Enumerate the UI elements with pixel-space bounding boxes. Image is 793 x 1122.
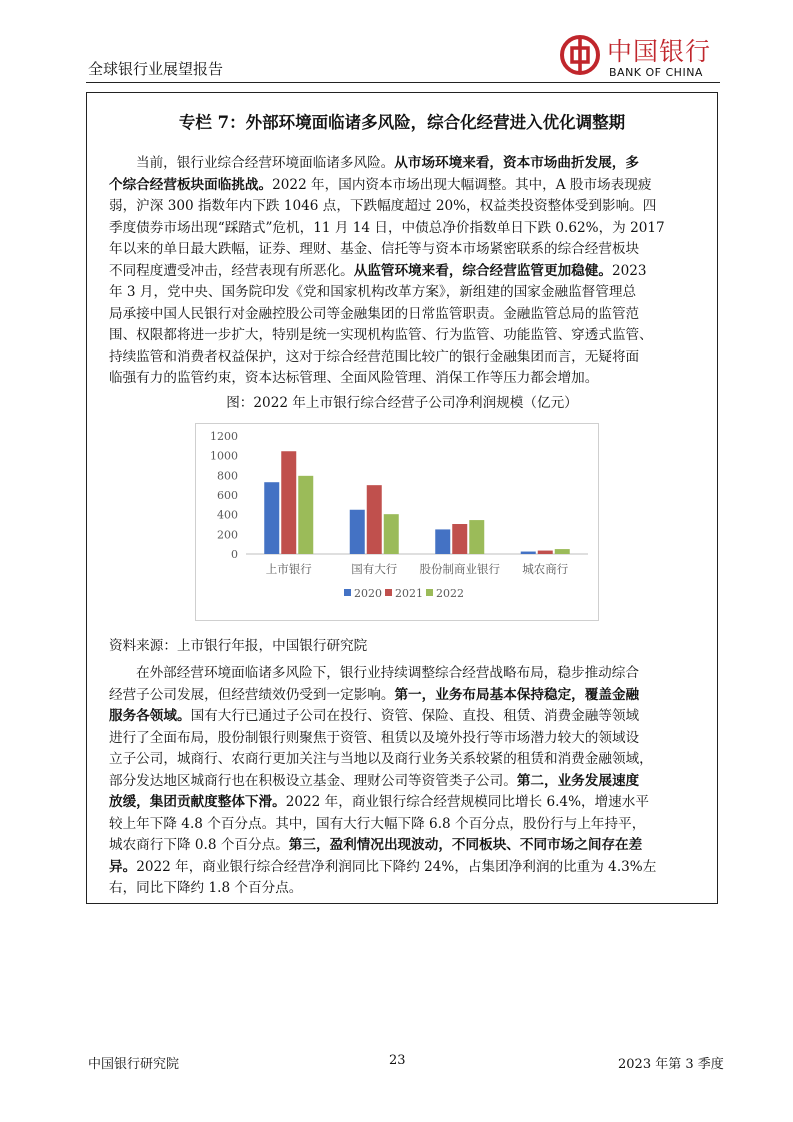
- text-run: 2023: [611, 262, 647, 279]
- legend-swatch-2020: [344, 589, 351, 596]
- paragraph-line: [109, 771, 699, 793]
- legend-label: 2022: [436, 587, 464, 600]
- text-run: 2022 年，国内资本市场出现大幅调整。其中，A 股市场表现疲: [272, 176, 652, 193]
- text-run: 在外部经营环境面临诸多风险下，银行业持续调整综合经营战略布局，稳步推动综合: [136, 665, 639, 681]
- text-run: 右，同比下降约 1.8 个百分点。: [109, 880, 303, 896]
- bar-2021-3: [538, 551, 553, 554]
- text-run: 2022 年，商业银行综合经营净利润同比下降约 24%，占集团净利润的比重为 4.3%左: [136, 858, 657, 875]
- y-tick-label: 400: [217, 508, 238, 522]
- column-box: [86, 92, 718, 904]
- bar-2022-2: [469, 520, 484, 554]
- paragraph-line: [109, 749, 699, 771]
- text-run: 弱，沪深 300 指数年内下跌 1046 点，下跌幅度超过 20%，权益类投资整体受到影响。四: [109, 198, 657, 214]
- paragraph-line: [109, 196, 699, 218]
- paragraph-line: [109, 153, 699, 175]
- box-title: 专栏 7：外部环境面临诸多风险，综合化经营进入优化调整期: [178, 113, 626, 132]
- header-divider: [86, 82, 720, 83]
- bold-text-run: 个综合经营板块面临挑战。: [109, 176, 273, 193]
- paragraph-line: [109, 261, 699, 283]
- bold-text-run: 从监管环境来看，综合经营监管更加稳健。: [353, 262, 612, 279]
- footer-page-number: 23: [389, 1053, 406, 1068]
- paragraph-line: [109, 304, 699, 326]
- legend-label: 2021: [395, 587, 423, 600]
- paragraph-line: [109, 282, 699, 304]
- bar-2020-1: [350, 510, 365, 554]
- x-category-label: 上市银行: [265, 562, 312, 576]
- paragraph-line: [109, 878, 699, 900]
- text-run: 较上年下降 4.8 个百分点。其中，国有大行大幅下降 6.8 个百分点，股份行与上年持平，: [109, 815, 646, 832]
- bold-text-run: 第一，业务布局基本保持稳定，覆盖金融: [394, 686, 640, 703]
- y-tick-label: 1200: [210, 430, 238, 443]
- page-header-title: 全球银行业展望报告: [88, 60, 224, 78]
- paragraph-line: [109, 814, 699, 836]
- legend-label: 2020: [354, 587, 382, 600]
- legend-swatch-2021: [385, 589, 392, 596]
- bold-text-run: 第二，业务发展速度: [516, 772, 640, 789]
- legend-swatch-2022: [426, 589, 433, 596]
- paragraph-line: [109, 792, 699, 814]
- paragraph-line: [109, 706, 699, 728]
- paragraph-line: [109, 239, 699, 261]
- bold-text-run: 从市场环境来看，资本市场曲折发展，多: [394, 155, 639, 171]
- bar-2022-1: [384, 514, 399, 554]
- text-run: 局承接中国人民银行对金融控股公司等金融集团的日常监管职责。金融监管总局的监管范: [109, 305, 640, 322]
- paragraph-line: [109, 368, 699, 390]
- text-run: 部分发达地区城商行也在积极设立基金、理财公司等资管类子公司。: [109, 772, 517, 789]
- text-run: 城农商行下降 0.8 个百分点。: [109, 837, 289, 853]
- paragraph-line: [109, 728, 699, 750]
- y-tick-label: 600: [217, 489, 238, 502]
- paragraph-line: [109, 218, 699, 240]
- text-run: 持续监管和消费者权益保护，这对于综合经营范围比较广的银行金融集团而言，无疑将面: [109, 348, 640, 365]
- text-run: 年以来的单日最大跌幅，证券、理财、基金、信托等与资本市场紧密联系的综合经营板块: [109, 241, 640, 257]
- text-run: 季度债券市场出现“踩踏式”危机，11 月 14 日，中债总净价指数单日下跌 0.62%，为 2017: [109, 219, 665, 236]
- bank-of-china-emblem-icon: [559, 34, 601, 76]
- footer-left: 中国银行研究院: [88, 1057, 180, 1072]
- bold-text-run: 放缓，集团贡献度整体下滑。: [109, 794, 286, 810]
- paragraph-2: [109, 663, 699, 900]
- paragraph-line: [109, 685, 699, 707]
- y-tick-label: 0: [231, 548, 238, 561]
- bold-text-run: 异。: [109, 858, 137, 875]
- text-run: 围、权限都将进一步扩大，特别是统一实现机构监管、行为监管、功能监管、穿透式监管、: [109, 327, 653, 343]
- logo-english-name: BANK OF CHINA: [609, 66, 703, 79]
- bar-2022-0: [298, 476, 313, 554]
- x-category-label: 股份制商业银行: [419, 562, 500, 576]
- bar-2021-2: [452, 524, 467, 554]
- x-category-label: 城农商行: [522, 562, 569, 576]
- figure-caption: 图：2022 年上市银行综合经营子公司净利润规模（亿元）: [226, 395, 578, 411]
- text-run: 当前，银行业综合经营环境面临诸多风险。: [136, 155, 395, 171]
- paragraph-line: [109, 347, 699, 369]
- text-run: 经营子公司发展，但经营绩效仍受到一定影响。: [109, 686, 395, 703]
- footer-right: 2023 年第 3 季度: [618, 1057, 724, 1072]
- bold-text-run: 第三，盈利情况出现波动，不同板块、不同市场之间存在差: [288, 837, 643, 853]
- text-run: 2022 年，商业银行综合经营规模同比增长 6.4%，增速水平: [285, 794, 649, 810]
- bar-2020-0: [264, 482, 279, 554]
- text-run: 临强有力的监管约束，资本达标管理、全面风险管理、消保工作等压力都会增加。: [109, 370, 599, 386]
- bank-of-china-logo: [557, 30, 717, 82]
- source-note: 资料来源：上市银行年报，中国银行研究院: [109, 638, 368, 654]
- paragraph-line: [109, 175, 699, 197]
- text-run: 立子公司，城商行、农商行更加关注与当地以及商行业务关系较紧的租赁和消费金融领域，: [109, 751, 653, 767]
- y-tick-label: 1000: [210, 449, 238, 463]
- y-tick-label: 200: [217, 528, 238, 542]
- bar-chart: [195, 423, 599, 621]
- paragraph-1: [109, 153, 699, 390]
- bar-2022-3: [555, 549, 570, 554]
- text-run: 年 3 月，党中央、国务院印发《党和国家机构改革方案》，新组建的国家金融监督管理总: [109, 284, 637, 300]
- text-run: 进行了全面布局，股份制银行则聚焦于资管、租赁以及境外投行等市场潜力较大的领域设: [109, 729, 640, 746]
- paragraph-line: [109, 857, 699, 879]
- bar-2020-3: [521, 552, 536, 554]
- bar-2021-0: [281, 451, 296, 554]
- bar-chart-svg: [196, 424, 598, 620]
- paragraph-line: [109, 663, 699, 685]
- logo-chinese-name: 中国银行: [607, 37, 712, 66]
- x-category-label: 国有大行: [351, 562, 398, 576]
- bar-2020-2: [435, 529, 450, 554]
- bar-2021-1: [367, 485, 382, 554]
- bold-text-run: 服务各领域。: [109, 708, 191, 724]
- text-run: 不同程度遭受冲击，经营表现有所恶化。: [109, 262, 354, 279]
- text-run: 国有大行已通过子公司在投行、资管、保险、直投、租赁、消费金融等领域: [190, 708, 640, 724]
- y-tick-label: 800: [217, 469, 238, 483]
- paragraph-line: [109, 835, 699, 857]
- paragraph-line: [109, 325, 699, 347]
